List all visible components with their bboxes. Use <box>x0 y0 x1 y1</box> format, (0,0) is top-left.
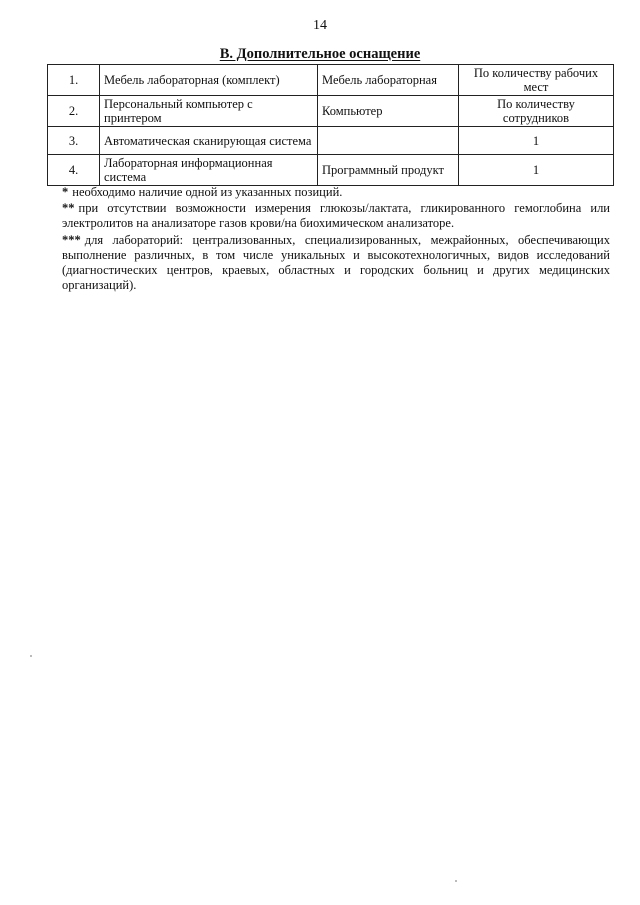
footnote <box>62 201 610 231</box>
section-title: В. Дополнительное оснащение <box>219 46 421 62</box>
footnote-mark: ** <box>62 201 75 216</box>
equipment-type-cell: Компьютер <box>318 96 459 127</box>
footnote-text: необходимо наличие одной из указанных позиций. <box>72 185 343 199</box>
footnote <box>62 185 610 200</box>
equipment-type-cell <box>318 127 459 155</box>
quantity-cell: По количеству сотрудников <box>459 96 614 127</box>
equipment-name-cell: Лабораторная информационная система <box>100 155 318 186</box>
footnotes <box>62 185 610 294</box>
equipment-type-cell: Мебель лабораторная <box>318 65 459 96</box>
footnote <box>62 233 610 294</box>
quantity-cell: 1 <box>459 127 614 155</box>
table-row <box>48 65 614 96</box>
footnote-mark: *** <box>62 232 81 247</box>
table-row <box>48 96 614 127</box>
equipment-name-cell: Автоматическая сканирующая система <box>100 127 318 155</box>
footnote-text: для лабораторий: централизованных, специализированных, межрайонных, обеспечивающих выполнение различных, в том числе уникальных и высокотехнологичных, видов исследований (диагностических центров, краевых, областных и городских больниц и других медицинских организаций). <box>62 232 610 293</box>
quantity-cell: 1 <box>459 155 614 186</box>
equipment-table <box>47 64 614 186</box>
table-row <box>48 127 614 155</box>
row-number-cell: 4. <box>48 155 100 186</box>
page-number: 14 <box>313 18 327 33</box>
footnote-text: при отсутствии возможности измерения глюкозы/лактата, гликированного гемоглобина или электролитов на анализаторе газов крови/на биохимическом анализаторе. <box>62 201 610 231</box>
scan-speck <box>455 880 457 882</box>
equipment-name-cell: Мебель лабораторная (комплект) <box>100 65 318 96</box>
footnote-mark: * <box>62 185 69 199</box>
row-number-cell: 2. <box>48 96 100 127</box>
quantity-cell: По количеству рабочих мест <box>459 65 614 96</box>
scan-speck <box>30 655 32 657</box>
row-number-cell: 3. <box>48 127 100 155</box>
table-row <box>48 155 614 186</box>
row-number-cell: 1. <box>48 65 100 96</box>
equipment-type-cell: Программный продукт <box>318 155 459 186</box>
equipment-name-cell: Персональный компьютер с принтером <box>100 96 318 127</box>
